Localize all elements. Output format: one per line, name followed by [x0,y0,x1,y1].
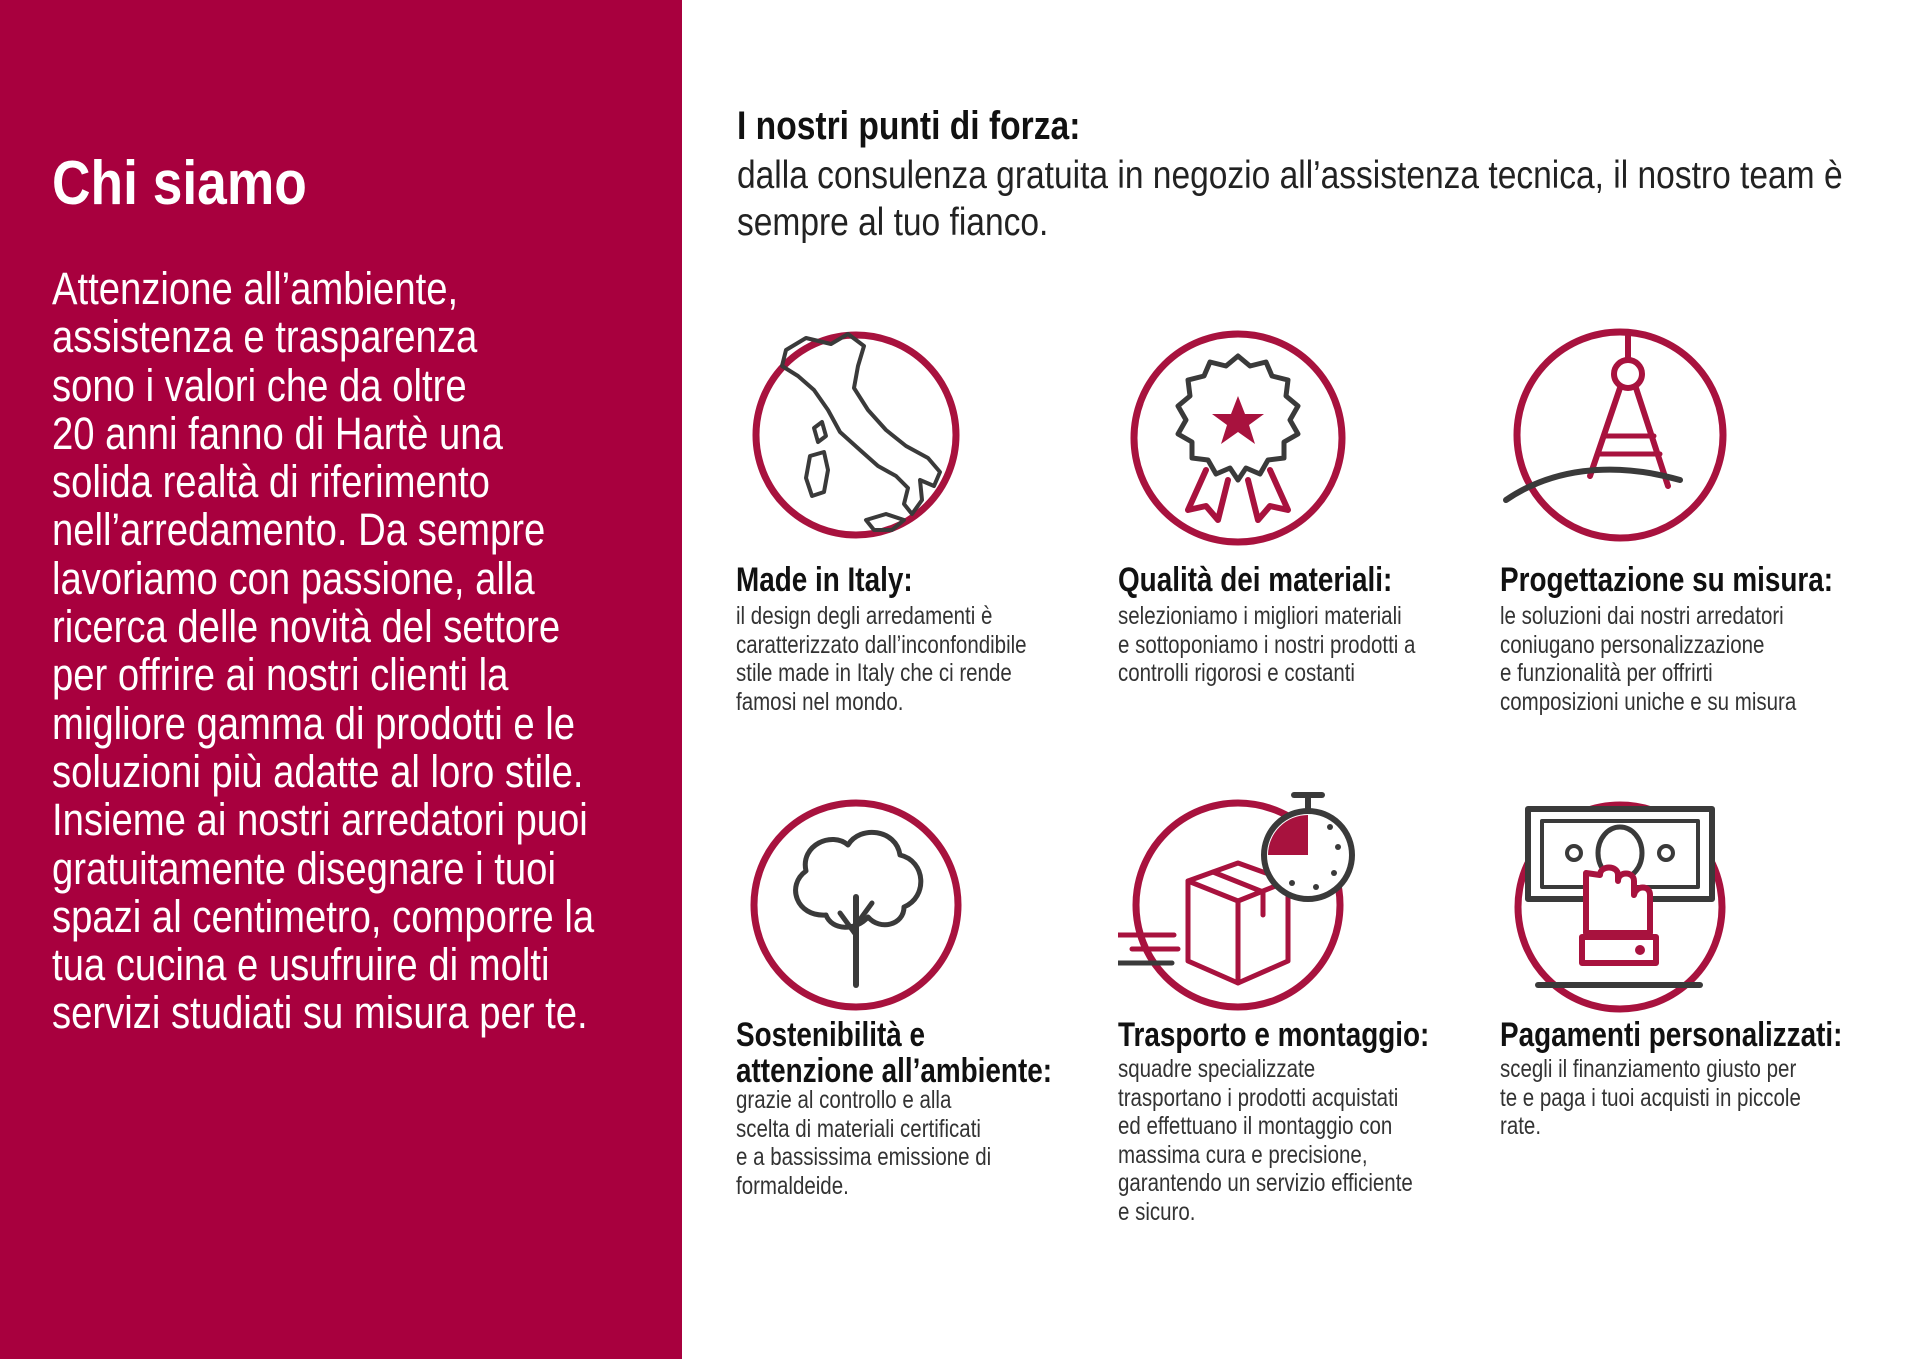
feature-line: il design degli arredamenti è [736,602,993,630]
about-line: servizi studiati su misura per te. [52,987,588,1039]
feature-line: caratterizzato dall’inconfondibile [736,630,1027,659]
tree-icon [736,785,976,1025]
feature-line: grazie al controllo e alla [736,1086,952,1114]
feature-title: Trasporto e montaggio: [1118,1016,1430,1054]
feature-line: famosi nel mondo. [736,687,904,716]
strengths-text [737,152,1855,246]
feature-line: composizioni uniche e su misura [1500,687,1797,716]
about-line: nell’arredamento. Da sempre [52,504,546,556]
about-line: gratuitamente disegnare i tuoi [52,842,556,894]
feature-title: Qualità dei materiali: [1118,561,1393,599]
about-title: Chi siamo [52,149,307,218]
feature-text [736,1086,1097,1200]
feature-line: garantendo un servizio efficiente [1118,1169,1413,1197]
feature-line: rate. [1500,1112,1542,1140]
about-line: sono i valori che da oltre [52,359,467,411]
feature-text [1118,1055,1479,1226]
about-line: assistenza e trasparenza [52,311,478,363]
about-line: soluzioni più adatte al loro stile. [52,745,584,797]
compass-icon [1500,310,1740,550]
feature-line: trasportano i prodotti acquistati [1118,1083,1399,1112]
about-line: Attenzione all’ambiente, [52,263,459,314]
feature-line: le soluzioni dai nostri arredatori [1500,602,1784,630]
payment-banknote-icon [1500,785,1740,1025]
about-line: ricerca delle novità del settore [52,601,561,653]
feature-line: e sicuro. [1118,1197,1196,1226]
about-line: tua cucina e usufruire di molti [52,939,550,991]
feature-title: Progettazione su misura: [1500,561,1834,599]
feature-title: Made in Italy: [736,561,913,599]
about-line: per offrire ai nostri clienti la [52,649,509,701]
feature-text [736,602,1097,716]
feature-line: e funzionalità per offrirti [1500,659,1713,687]
feature-title-line: Sostenibilità e [736,1016,926,1054]
about-panel [0,0,682,1359]
feature-line: selezioniamo i migliori materiali [1118,602,1402,630]
about-line: migliore gamma di prodotti e le [52,697,575,749]
about-line: lavoriamo con passione, alla [52,552,535,604]
feature-line: e a bassissima emissione di [736,1143,992,1171]
feature-line: massima cura e precisione, [1118,1140,1368,1169]
feature-text [1118,602,1479,688]
feature-line: scelta di materiali certificati [736,1114,981,1143]
feature-text [1500,1055,1861,1141]
feature-line: coniugano personalizzazione [1500,630,1765,659]
about-line: Insieme ai nostri arredatori puoi [52,794,588,846]
about-text [52,265,639,1038]
feature-line: e sottoponiamo i nostri prodotti a [1118,630,1416,659]
quality-badge-icon [1118,310,1358,550]
about-line: solida realtà di riferimento [52,456,490,508]
italy-map-icon [736,310,976,550]
feature-line: controlli rigorosi e costanti [1118,659,1355,687]
feature-text [1500,602,1861,716]
feature-line: formaldeide. [736,1171,849,1200]
strengths-line: sempre al tuo fianco. [737,201,1049,244]
feature-title-line: attenzione all’ambiente: [736,1052,1053,1090]
feature-title: Pagamenti personalizzati: [1500,1016,1843,1054]
delivery-box-stopwatch-icon [1118,785,1358,1025]
feature-title [736,1017,1052,1089]
feature-line: te e paga i tuoi acquisti in piccole [1500,1083,1801,1112]
strengths-line: dalla consulenza gratuita in negozio all’assistenza tecnica, il nostro team è [737,154,1843,197]
feature-line: ed effettuano il montaggio con [1118,1112,1393,1140]
strengths-title: I nostri punti di forza: [737,104,1081,148]
about-line: 20 anni fanno di Hartè una [52,407,503,459]
feature-line: scegli il finanziamento giusto per [1500,1055,1797,1083]
about-line: spazi al centimetro, comporre la [52,890,595,942]
feature-line: stile made in Italy che ci rende [736,659,1012,687]
feature-line: squadre specializzate [1118,1055,1316,1083]
